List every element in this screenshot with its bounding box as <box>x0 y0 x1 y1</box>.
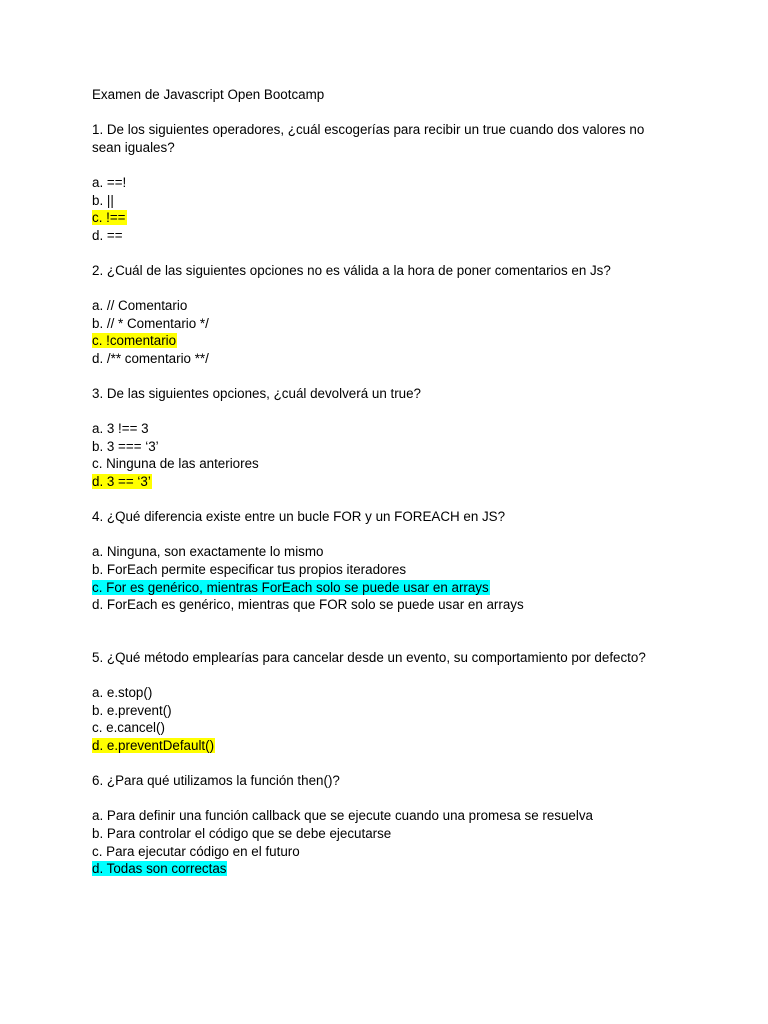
question-6 <box>92 772 672 878</box>
option-label: a. Para definir una función callback que se ejecute cuando una promesa se resuelva <box>92 808 593 824</box>
option-label: d. ForEach es genérico, mientras que FOR solo se puede usar en arrays <box>92 597 524 613</box>
question-text: 6. ¿Para qué utilizamos la función then()? <box>92 773 340 789</box>
question-1 <box>92 121 672 244</box>
option-a <box>92 807 672 825</box>
option-a <box>92 174 672 192</box>
option-d <box>92 227 672 245</box>
option-a <box>92 420 672 438</box>
highlighted-answer: c. For es genérico, mientras ForEach solo se puede usar en arrays <box>92 579 489 595</box>
option-d <box>92 350 672 368</box>
option-label: c. e.cancel() <box>92 720 165 736</box>
option-b <box>92 315 672 333</box>
highlighted-answer: d. Todas son correctas <box>92 861 227 877</box>
option-label: c. Para ejecutar código en el futuro <box>92 843 300 859</box>
highlighted-answer: c. !comentario <box>92 333 177 349</box>
option-a <box>92 543 672 561</box>
option-d <box>92 596 672 614</box>
option-list <box>92 543 672 613</box>
option-d-highlighted <box>92 860 672 878</box>
highlighted-answer: c. !== <box>92 210 126 226</box>
option-c-highlighted <box>92 209 672 227</box>
option-list <box>92 684 672 754</box>
option-label: a. 3 !== 3 <box>92 421 149 437</box>
option-c <box>92 719 672 737</box>
question-5 <box>92 649 672 755</box>
option-label: b. || <box>92 192 114 208</box>
highlighted-answer: d. e.preventDefault() <box>92 737 215 753</box>
option-c-highlighted <box>92 332 672 350</box>
option-b <box>92 825 672 843</box>
option-list <box>92 174 672 244</box>
question-text: 4. ¿Qué diferencia existe entre un bucle FOR y un FOREACH en JS? <box>92 509 506 525</box>
option-b <box>92 702 672 720</box>
option-label: d. == <box>92 227 123 243</box>
question-text: 2. ¿Cuál de las siguientes opciones no es válida a la hora de poner comentarios en Js? <box>92 262 611 278</box>
option-label: b. // * Comentario */ <box>92 315 209 331</box>
highlighted-answer: d. 3 == ‘3’ <box>92 474 151 490</box>
option-label: b. 3 === ‘3’ <box>92 438 159 454</box>
option-a <box>92 684 672 702</box>
document-body <box>92 86 672 878</box>
option-d-highlighted <box>92 473 672 491</box>
option-label: a. // Comentario <box>92 298 188 314</box>
option-c-highlighted <box>92 579 672 597</box>
option-b <box>92 561 672 579</box>
option-a <box>92 297 672 315</box>
question-text: 3. De las siguientes opciones, ¿cuál devolverá un true? <box>92 386 422 402</box>
question-text: 1. De los siguientes operadores, ¿cuál escogerías para recibir un true cuando dos valores no sean iguales? <box>92 122 645 155</box>
option-label: b. ForEach permite especificar tus propios iteradores <box>92 562 407 578</box>
option-label: b. e.prevent() <box>92 702 172 718</box>
option-list <box>92 297 672 367</box>
option-label: b. Para controlar el código que se debe ejecutarse <box>92 825 392 841</box>
question-3 <box>92 385 672 491</box>
question-text: 5. ¿Qué método emplearías para cancelar desde un evento, su comportamiento por defecto? <box>92 650 646 665</box>
option-label: c. Ninguna de las anteriores <box>92 456 259 472</box>
option-list <box>92 420 672 490</box>
option-c <box>92 843 672 861</box>
option-label: a. ==! <box>92 174 127 190</box>
option-label: a. Ninguna, son exactamente lo mismo <box>92 544 324 560</box>
question-2 <box>92 262 672 368</box>
document-title: Examen de Javascript Open Bootcamp <box>92 87 325 102</box>
option-d-highlighted <box>92 737 672 755</box>
option-b <box>92 192 672 210</box>
option-list <box>92 807 672 877</box>
option-label: a. e.stop() <box>92 685 153 701</box>
question-4 <box>92 508 672 614</box>
option-b <box>92 438 672 456</box>
option-c <box>92 455 672 473</box>
option-label: d. /** comentario **/ <box>92 350 209 366</box>
